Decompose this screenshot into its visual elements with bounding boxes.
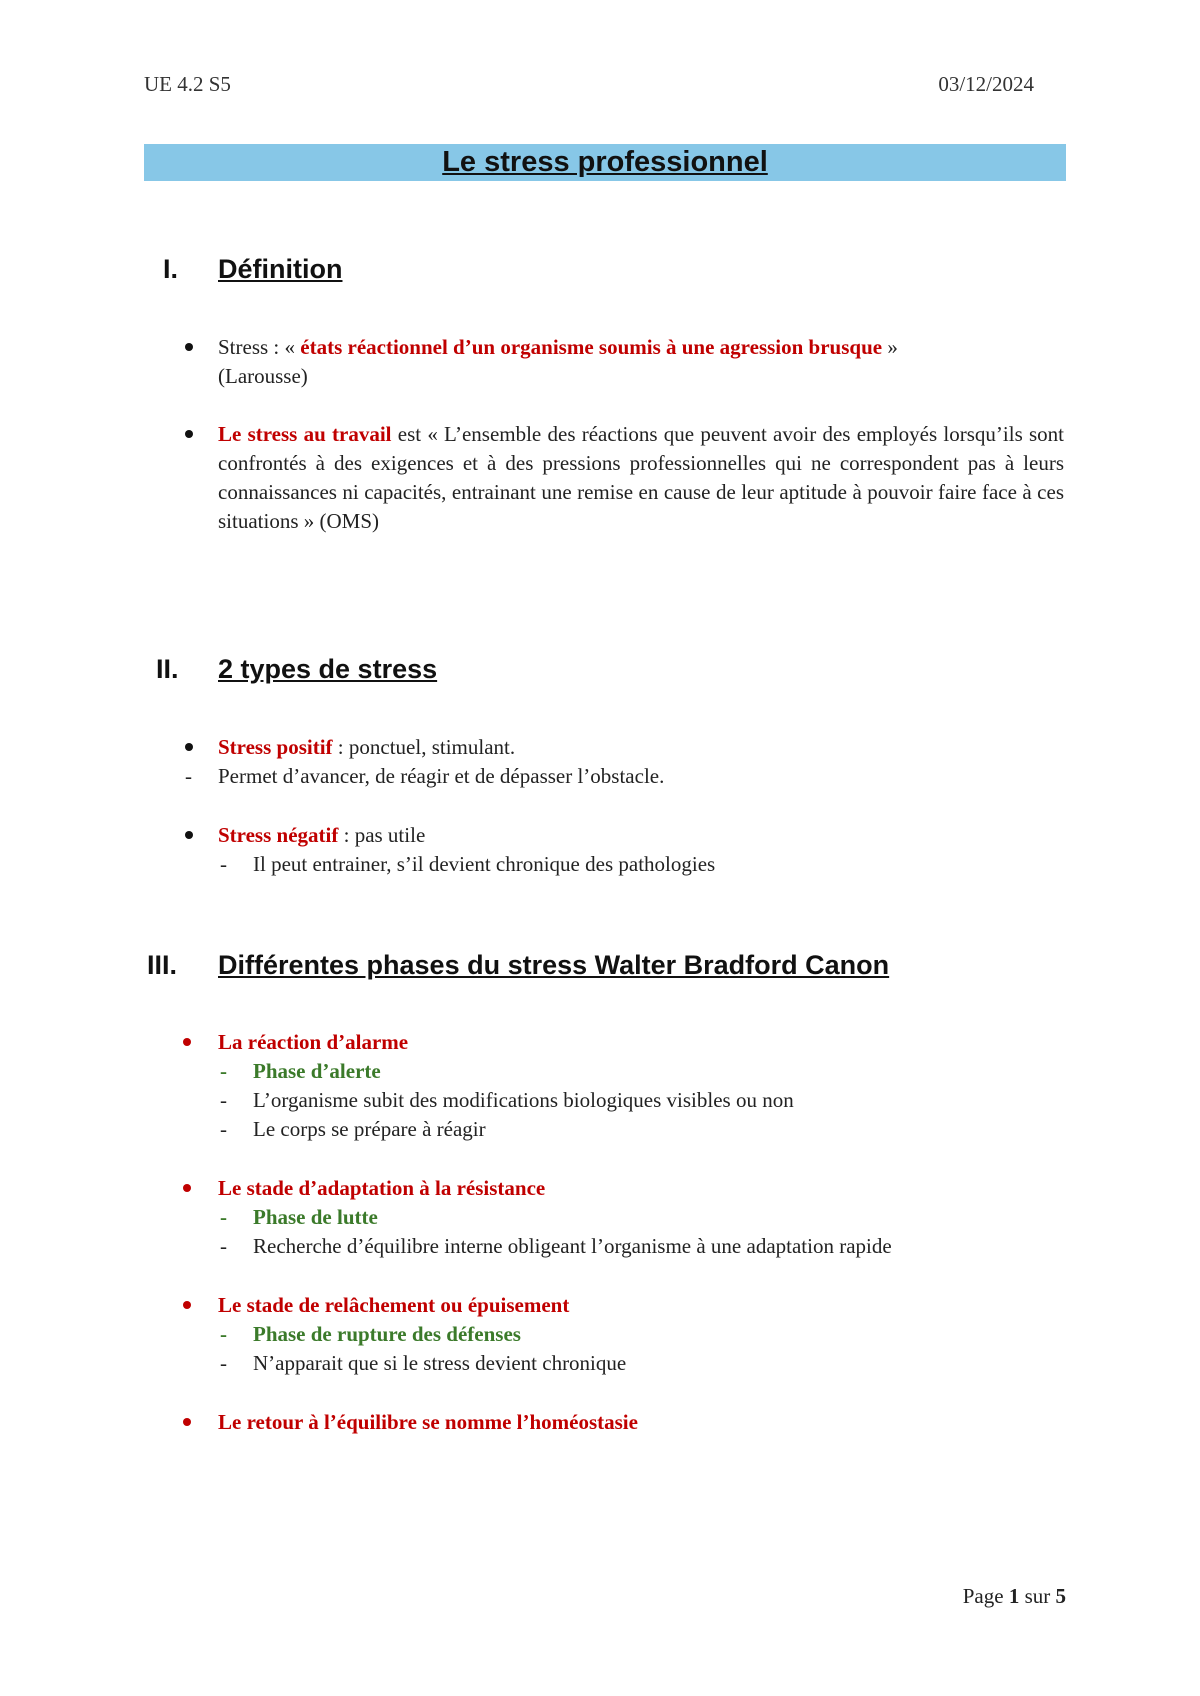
bullet-icon [183,1301,191,1309]
negative-stress-text: : pas utile [338,823,426,847]
work-stress-text: est « L’ensemble des réactions que peuvent avoir des employés lorsqu’ils sont confrontés à des exigences et à des pressions professionnelles qui ne correspondent pas à leurs connaissances ni capacités, entrainant une remise en cause de leur aptitude à pouvoir faire face à ces situations » (OMS) [218,422,1065,533]
bullet-icon [183,1184,191,1192]
bullet-icon [185,831,193,839]
dash-icon: - [220,1117,227,1141]
bullet-icon [183,1038,191,1046]
dash-icon: - [220,1088,227,1112]
bullet-icon [185,343,193,351]
phase-1-title: La réaction d’alarme [218,1030,409,1054]
header-course-code: UE 4.2 S5 [144,72,231,96]
definition-source: (Larousse) [218,364,308,388]
work-stress-label: Le stress au travail [218,422,392,446]
footer-page-total: 5 [1055,1584,1066,1608]
phase-3-green: Phase de rupture des défenses [253,1322,521,1346]
positive-stress-text: : ponctuel, stimulant. [332,735,516,759]
page-title: Le stress professionnel [442,146,768,178]
dash-icon: - [220,1322,227,1346]
bullet-icon [185,743,193,751]
phase-2-green: Phase de lutte [253,1205,378,1229]
footer-mid: sur [1019,1584,1056,1608]
section-2-number: II. [156,654,179,684]
negative-stress-label: Stress négatif [218,823,339,847]
negative-stress-detail: Il peut entrainer, s’il devient chronique des pathologies [253,852,716,876]
section-1-title: Définition [218,254,343,284]
phase-2-item-1: Recherche d’équilibre interne obligeant l’organisme à une adaptation rapide [253,1234,892,1258]
phase-1-item-2: Le corps se prépare à réagir [253,1117,486,1141]
phase-1-item-1: L’organisme subit des modifications biologiques visibles ou non [253,1088,794,1112]
definition-stress-label: Stress : « [218,335,301,359]
positive-stress-detail: Permet d’avancer, de réagir et de dépasser l’obstacle. [218,764,665,788]
definition-work-stress [218,420,1064,536]
phase-3-item-1: N’apparait que si le stress devient chronique [253,1351,627,1375]
footer-prefix: Page [962,1584,1009,1608]
bullet-icon [183,1418,191,1426]
page-footer [963,1584,1066,1609]
dash-icon: - [220,1059,227,1083]
section-2-title: 2 types de stress [218,654,438,684]
footer-page-number: 1 [1008,1584,1020,1608]
dash-icon: - [185,764,192,788]
section-1-number: I. [163,254,179,284]
bullet-icon [185,430,193,438]
phase-3-title: Le stade de relâchement ou épuisement [218,1293,570,1317]
section-3-title: Différentes phases du stress Walter Bradford Canon [218,950,890,980]
definition-stress-close: » [882,335,898,359]
section-3-number: III. [147,950,178,980]
definition-stress-quote: états réactionnel d’un organisme soumis à une agression brusque [300,335,883,359]
positive-stress-label: Stress positif [218,735,333,759]
phase-4-title: Le retour à l’équilibre se nomme l’homéostasie [218,1410,638,1434]
dash-icon: - [220,1234,227,1258]
dash-icon: - [220,1351,227,1375]
definition-stress [218,333,1064,362]
phase-2-title: Le stade d’adaptation à la résistance [218,1176,546,1200]
phase-1-green: Phase d’alerte [253,1059,381,1083]
dash-icon: - [220,852,227,876]
positive-stress [218,733,515,762]
negative-stress [218,821,425,850]
header-date: 03/12/2024 [938,72,1034,96]
dash-icon: - [220,1205,227,1229]
